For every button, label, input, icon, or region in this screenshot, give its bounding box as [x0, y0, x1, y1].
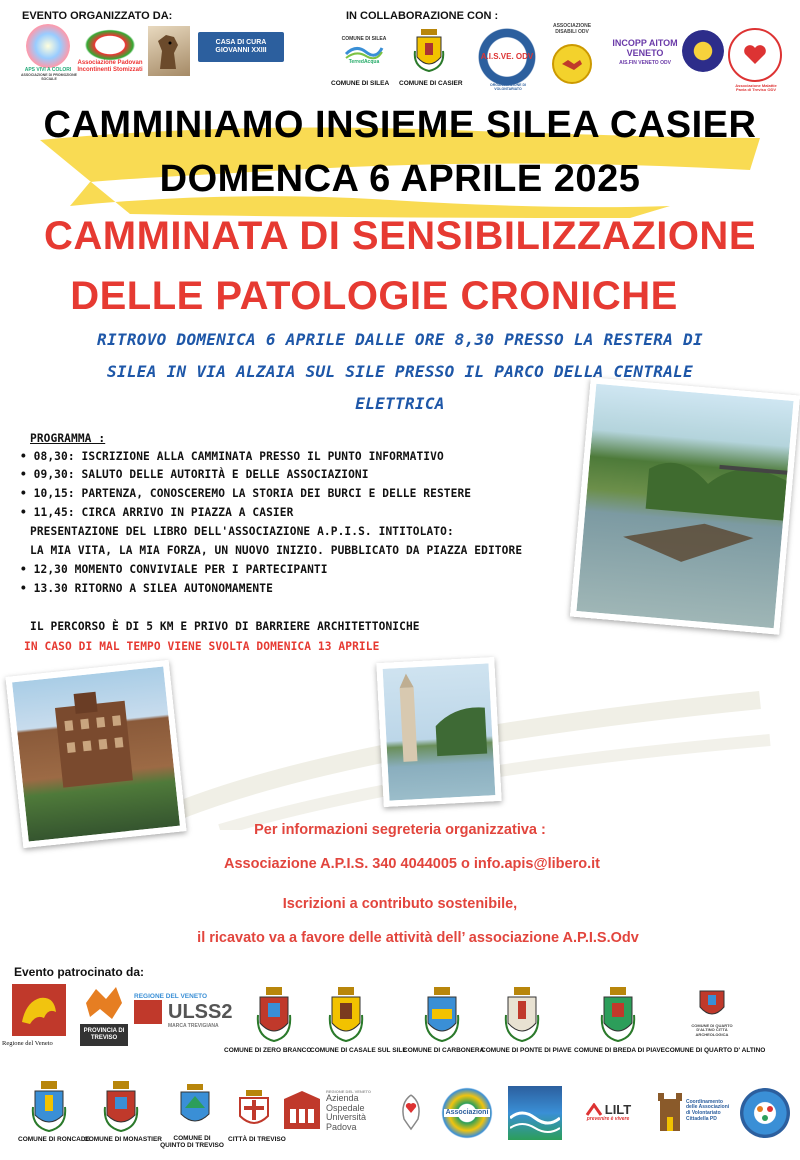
organized-by-heading: EVENTO ORGANIZZATO DA: — [22, 10, 173, 22]
heart-icon — [742, 44, 768, 66]
regione-veneto-caption: Regione del Veneto — [2, 1040, 53, 1047]
info-line-3: Iscrizioni a contributo sostenibile, — [282, 896, 518, 912]
ulss2-region-label: REGIONE DEL VENETO — [134, 992, 208, 1000]
associazione-disabili-label: ASSOCIAZIONE DISABILI ODV — [552, 23, 592, 35]
crest-icon — [254, 985, 294, 1043]
roncade-crest — [30, 1078, 68, 1134]
associazione-disabili-logo — [552, 44, 592, 84]
comune-casier-caption: COMUNE DI CASIER — [399, 80, 463, 87]
regione-veneto-logo — [12, 984, 66, 1036]
crest-icon — [598, 985, 638, 1043]
lion-icon — [16, 988, 62, 1032]
azienda-ospedale-label: Azienda Ospedale Università Padova — [326, 1093, 367, 1132]
horse-icon — [152, 31, 186, 71]
program-item-4: • 11,45: CIRCA ARRIVO IN PIAZZA A CASIER — [20, 506, 293, 519]
quarto-altino-sub: COMUNE DI QUARTO D'ALTINO CITTÀ ARCHEOLOGICA — [691, 1023, 733, 1037]
crest-icon — [236, 1088, 272, 1132]
coordinamento-cittadella-logo — [656, 1086, 736, 1136]
title-line-4: DELLE PATOLOGIE CRONICHE — [70, 274, 678, 318]
ponte-di-piave-caption: COMUNE DI PONTE DI PIAVE — [481, 1047, 572, 1054]
coordinamento-label: Coordinamento delle Associazioni di Volontariato Cittadella PD — [686, 1098, 730, 1122]
meeting-line-3: ELETTRICA — [355, 394, 445, 413]
program-item-2: • 09,30: SALUTO DELLE AUTORITÀ E DELLE ASSOCIAZIONI — [20, 468, 369, 481]
ribbon-icon — [396, 1089, 426, 1131]
comune-silea-logo — [334, 28, 394, 74]
provincia-treviso-logo — [80, 984, 128, 1022]
circle-association-logo — [740, 1088, 790, 1138]
ponte-di-piave-crest — [502, 984, 542, 1044]
casier-crest — [412, 26, 446, 74]
associazione-malattie-label: Associazione Malattie Pavia di Treviso ODV — [735, 83, 777, 93]
associazioni-logo — [434, 1084, 500, 1142]
program-presentation-1: PRESENTAZIONE DEL LIBRO DELL'ASSOCIAZIONE A.P.I.S. INTITOLATO: — [30, 525, 454, 538]
info-line-4: il ricavato va a favore delle attività dell’ associazione A.P.I.S.Odv — [197, 930, 639, 946]
roncade-caption: COMUNE DI RONCADE — [18, 1136, 90, 1143]
route-info: IL PERCORSO È DI 5 KM E PRIVO DI BARRIERE ARCHITETTONICHE — [30, 620, 420, 633]
aisve-sub: ORGANIZZAZIONE DI VOLONTARIATO — [490, 83, 526, 91]
casa-di-cura-logo — [198, 32, 284, 62]
casale-sul-sile-caption: COMUNE DI CASALE SUL SILE — [310, 1047, 407, 1054]
info-line-2: Associazione A.P.I.S. 340 4044005 o info.apis@libero.it — [224, 856, 600, 872]
castle-icon — [656, 1089, 684, 1133]
crest-icon — [422, 985, 462, 1043]
weather-info: IN CASO DI MAL TEMPO VIENE SVOLTA DOMENICA 13 APRILE — [24, 640, 380, 653]
lilt-sub: prevenire è vivere — [586, 1116, 630, 1123]
building-icon — [12, 666, 180, 841]
carbonera-crest — [422, 984, 462, 1044]
crest-icon — [30, 1079, 68, 1133]
round-seal-logo — [682, 30, 724, 72]
title-line-1: CAMMINIAMO INSIEME SILEA CASIER — [43, 104, 757, 146]
aps-vivi-a-colori-logo — [26, 24, 70, 68]
handshake-icon — [560, 54, 584, 74]
crest-icon — [176, 1082, 214, 1132]
azienda-region-label: REGIONE DEL VENETO — [326, 1088, 371, 1094]
comune-silea-caption: COMUNE DI SILEA — [331, 80, 390, 87]
provincia-treviso-caption: PROVINCIA DI TREVISO — [83, 1028, 125, 1041]
lilt-ribbon-icon — [585, 1103, 603, 1117]
crest-icon — [326, 985, 366, 1043]
apis-logo-label: Associazione Padovan Incontinenti Stomizzati — [77, 60, 143, 73]
provincia-mark-icon — [82, 985, 126, 1021]
incopp-aitom-logo — [604, 26, 686, 80]
sponsors-heading: Evento patrocinato da: — [14, 965, 145, 979]
ulss2-sub: MARCA TREVIGIANA — [168, 1022, 219, 1029]
citta-treviso-crest — [236, 1088, 272, 1132]
citta-treviso-caption: CITTÀ DI TREVISO — [228, 1136, 286, 1143]
aisve-label: A.I.S.VE. ODV — [480, 51, 534, 61]
title-line-3: CAMMINATA DI SENSIBILIZZAZIONE — [44, 214, 756, 258]
associazione-malattie-logo — [728, 28, 782, 82]
breda-di-piave-caption: COMUNE DI BREDA DI PIAVE — [574, 1047, 666, 1054]
tower-icon — [383, 663, 496, 800]
waves-logo — [508, 1086, 562, 1140]
quinto-di-treviso-caption: COMUNE DI QUINTO DI TREVISO — [160, 1135, 224, 1149]
horse-logo — [148, 26, 190, 76]
info-line-1: Per informazioni segreteria organizzativa : — [254, 822, 546, 838]
collaboration-heading: IN COLLABORAZIONE CON : — [346, 10, 499, 22]
title-line-2: DOMENCA 6 APRILE 2025 — [159, 158, 641, 200]
comune-silea-label: COMUNE DI SILEA — [341, 35, 387, 42]
wave-icon — [344, 42, 384, 60]
aps-vivi-a-colori-sub: ASSOCIAZIONE DI PROMOZIONE SOCIALE — [20, 73, 77, 81]
aps-vivi-a-colori-label: APS VIVI A COLORI — [24, 67, 72, 73]
river-scene-icon — [576, 384, 793, 628]
lilt-label: LILT — [604, 1102, 632, 1118]
factory-photo — [5, 660, 186, 848]
lilt-logo — [566, 1090, 650, 1136]
ulss2-logo — [134, 988, 262, 1034]
provincia-treviso-band — [80, 1024, 128, 1046]
ulss2-label: ULSS2 — [168, 1000, 233, 1023]
monastier-caption: COMUNE DI MONASTIER — [84, 1136, 162, 1143]
program-heading: PROGRAMMA : — [30, 432, 106, 445]
waves-icon — [510, 1088, 560, 1138]
aisve-logo — [472, 24, 542, 90]
program-item-6: • 13.30 RITORNO A SILEA AUTONOMAMENTE — [20, 582, 273, 595]
program-presentation-2: LA MIA VITA, LA MIA FORZA, UN NUOVO INIZIO. PUBBLICATO DA PIAZZA EDITORE — [30, 544, 523, 557]
crest-icon — [102, 1079, 140, 1133]
quarto-altino-crest — [692, 986, 732, 1022]
incopp-aitom-sub: AIS.FIN VENETO ODV — [619, 60, 671, 67]
casale-sul-sile-crest — [326, 984, 366, 1044]
river-photo — [570, 377, 800, 634]
people-icon — [752, 1100, 778, 1126]
carbonera-caption: COMUNE DI CARBONERA — [403, 1047, 485, 1054]
crest-icon — [413, 27, 445, 73]
breda-di-piave-crest — [598, 984, 638, 1044]
crest-icon — [694, 987, 730, 1021]
terredacqua-label: TerredAcqua — [348, 59, 380, 65]
associazioni-label: Associazioni — [445, 1109, 489, 1117]
ulss2-lion-icon — [134, 1000, 162, 1024]
incopp-aitom-label: INCOPP AITOM VENETO — [612, 38, 678, 59]
crest-icon — [502, 985, 542, 1043]
zero-branco-crest — [254, 984, 294, 1044]
meeting-line-1: RITROVO DOMENICA 6 APRILE DALLE ORE 8,30 PRESSO LA RESTERA DI — [97, 330, 703, 349]
heart-ribbon-logo — [394, 1088, 428, 1132]
bell-tower-photo — [376, 657, 501, 807]
program-item-1: • 08,30: ISCRIZIONE ALLA CAMMINATA PRESSO IL PUNTO INFORMATIVO — [20, 450, 444, 463]
quarto-altino-caption: COMUNE DI QUARTO D' ALTINO — [665, 1047, 766, 1054]
program-item-3: • 10,15: PARTENZA, CONOSCEREMO LA STORIA DEI BURCI E DELLE RESTERE — [20, 487, 471, 500]
meeting-line-2: SILEA IN VIA ALZAIA SUL SILE PRESSO IL PARCO DELLA CENTRALE — [106, 362, 694, 381]
quinto-di-treviso-crest — [176, 1082, 214, 1132]
monastier-crest — [102, 1078, 140, 1134]
zero-branco-caption: COMUNE DI ZERO BRANCO — [224, 1047, 312, 1054]
program-item-5: • 12,30 MOMENTO CONVIVIALE PER I PARTECIPANTI — [20, 563, 328, 576]
casa-di-cura-label: CASA DI CURA GIOVANNI XXIII — [215, 39, 267, 54]
azienda-ospedale-padova-logo — [282, 1086, 390, 1136]
hospital-icon — [282, 1089, 322, 1133]
